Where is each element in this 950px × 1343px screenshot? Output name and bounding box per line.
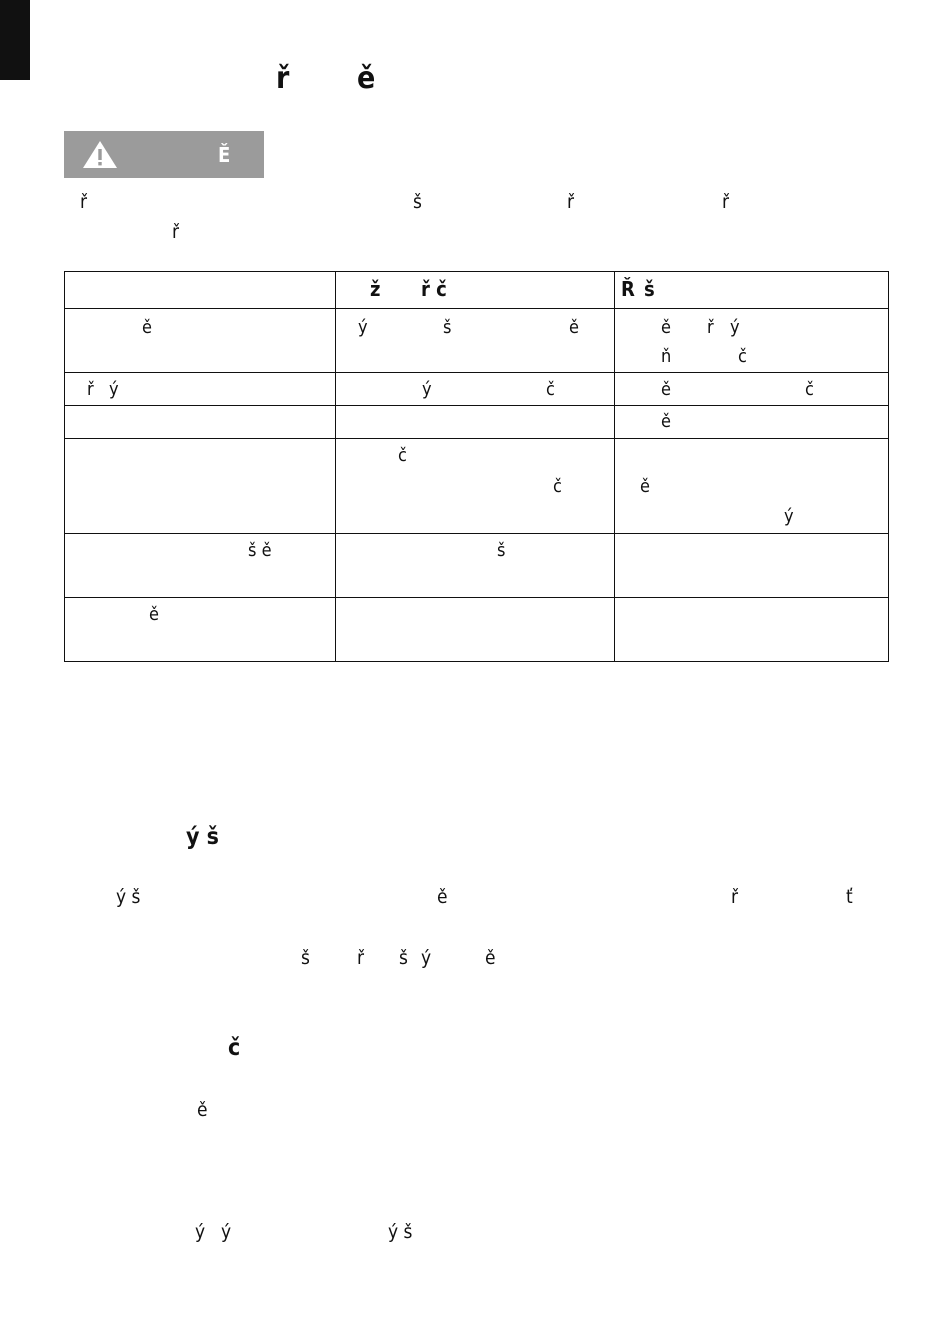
table-cell-glyph: č: [738, 346, 747, 367]
warning-label: Ě: [218, 143, 231, 167]
table-cell-glyph: č: [546, 379, 555, 400]
intro-glyph: š: [413, 191, 422, 213]
table-cell: [336, 439, 615, 534]
section-text-glyph: ř: [357, 947, 365, 969]
table-cell-glyph: ě: [661, 379, 671, 400]
section-text-glyph: š: [301, 947, 310, 969]
page-edge-tab: [0, 0, 30, 80]
table-row: [65, 439, 889, 534]
intro-glyph: ř: [567, 191, 575, 213]
table-header-glyph: ž: [370, 277, 381, 301]
table-cell-glyph: ý: [730, 317, 740, 338]
table-cell-glyph: š: [443, 317, 452, 338]
table-header-row: [65, 272, 889, 309]
table-cell-glyph: š: [497, 540, 506, 561]
section-text-glyph: ý: [195, 1221, 206, 1243]
table-row: [65, 309, 889, 373]
table-cell-glyph: ř: [87, 379, 94, 400]
table-cell-glyph: ě: [149, 604, 159, 625]
table-header-glyph: Ř: [621, 277, 635, 301]
table-cell: [336, 309, 615, 373]
warning-banner: [64, 131, 264, 178]
section-text-glyph: ř: [731, 886, 739, 908]
section-text-glyph: ť: [846, 886, 853, 908]
table-row: [65, 406, 889, 439]
intro-glyph: ř: [172, 221, 180, 243]
table-header-glyph: ř č: [421, 277, 447, 301]
table-cell: [615, 439, 889, 534]
table-cell-glyph: č: [398, 445, 407, 466]
table-cell: [336, 373, 615, 406]
table-cell-glyph: ě: [569, 317, 579, 338]
intro-glyph: ř: [80, 191, 88, 213]
table-row: [65, 534, 889, 598]
table-cell: [615, 309, 889, 373]
section-heading: č: [228, 1035, 241, 1061]
table-cell: [336, 406, 615, 439]
table-cell: [615, 373, 889, 406]
warning-triangle-icon: [82, 140, 118, 169]
table-cell-glyph: č: [553, 476, 562, 497]
section-text-glyph: ě: [437, 886, 448, 908]
table-cell-glyph: ý: [784, 506, 794, 527]
symbols-table: [64, 271, 889, 662]
table-row: [65, 598, 889, 662]
intro-glyph: ř: [722, 191, 730, 213]
table-cell-glyph: ý: [109, 379, 119, 400]
table-cell: [65, 373, 336, 406]
table-cell: [65, 534, 336, 598]
table-cell-glyph: ý: [358, 317, 368, 338]
table-cell-glyph: ň: [661, 346, 672, 367]
table-cell-glyph: č: [805, 379, 814, 400]
table-header-glyph: š: [644, 277, 655, 301]
section-text-glyph: š: [399, 947, 408, 969]
section-text-glyph: ý š: [388, 1221, 413, 1243]
section-text-glyph: ě: [197, 1099, 208, 1121]
table-header-cell: [615, 272, 889, 309]
table-cell-glyph: ě: [661, 411, 671, 432]
section-text-glyph: ý š: [116, 886, 141, 908]
table-cell-glyph: ř: [707, 317, 714, 338]
table-cell: [65, 406, 336, 439]
table-cell-glyph: ě: [142, 317, 152, 338]
section-text-glyph: ý: [421, 947, 432, 969]
section-heading: ý š: [186, 824, 220, 850]
page-title-part-2: ě: [357, 61, 376, 96]
table-cell: [615, 534, 889, 598]
table-cell: [65, 309, 336, 373]
table-cell: [615, 598, 889, 662]
table-cell: [336, 598, 615, 662]
table-cell-glyph: ě: [661, 317, 671, 338]
table-row: [65, 373, 889, 406]
table-cell-glyph: ý: [422, 379, 432, 400]
table-header-cell: [65, 272, 336, 309]
table-cell: [336, 534, 615, 598]
table-cell: [65, 439, 336, 534]
table-header-cell: [336, 272, 615, 309]
table-cell: [615, 406, 889, 439]
page-title-part-1: ř: [276, 61, 290, 96]
table-cell-glyph: ě: [640, 476, 650, 497]
section-text-glyph: ý: [221, 1221, 232, 1243]
table-cell-glyph: š ě: [248, 540, 272, 561]
table-cell: [65, 598, 336, 662]
section-text-glyph: ě: [485, 947, 496, 969]
